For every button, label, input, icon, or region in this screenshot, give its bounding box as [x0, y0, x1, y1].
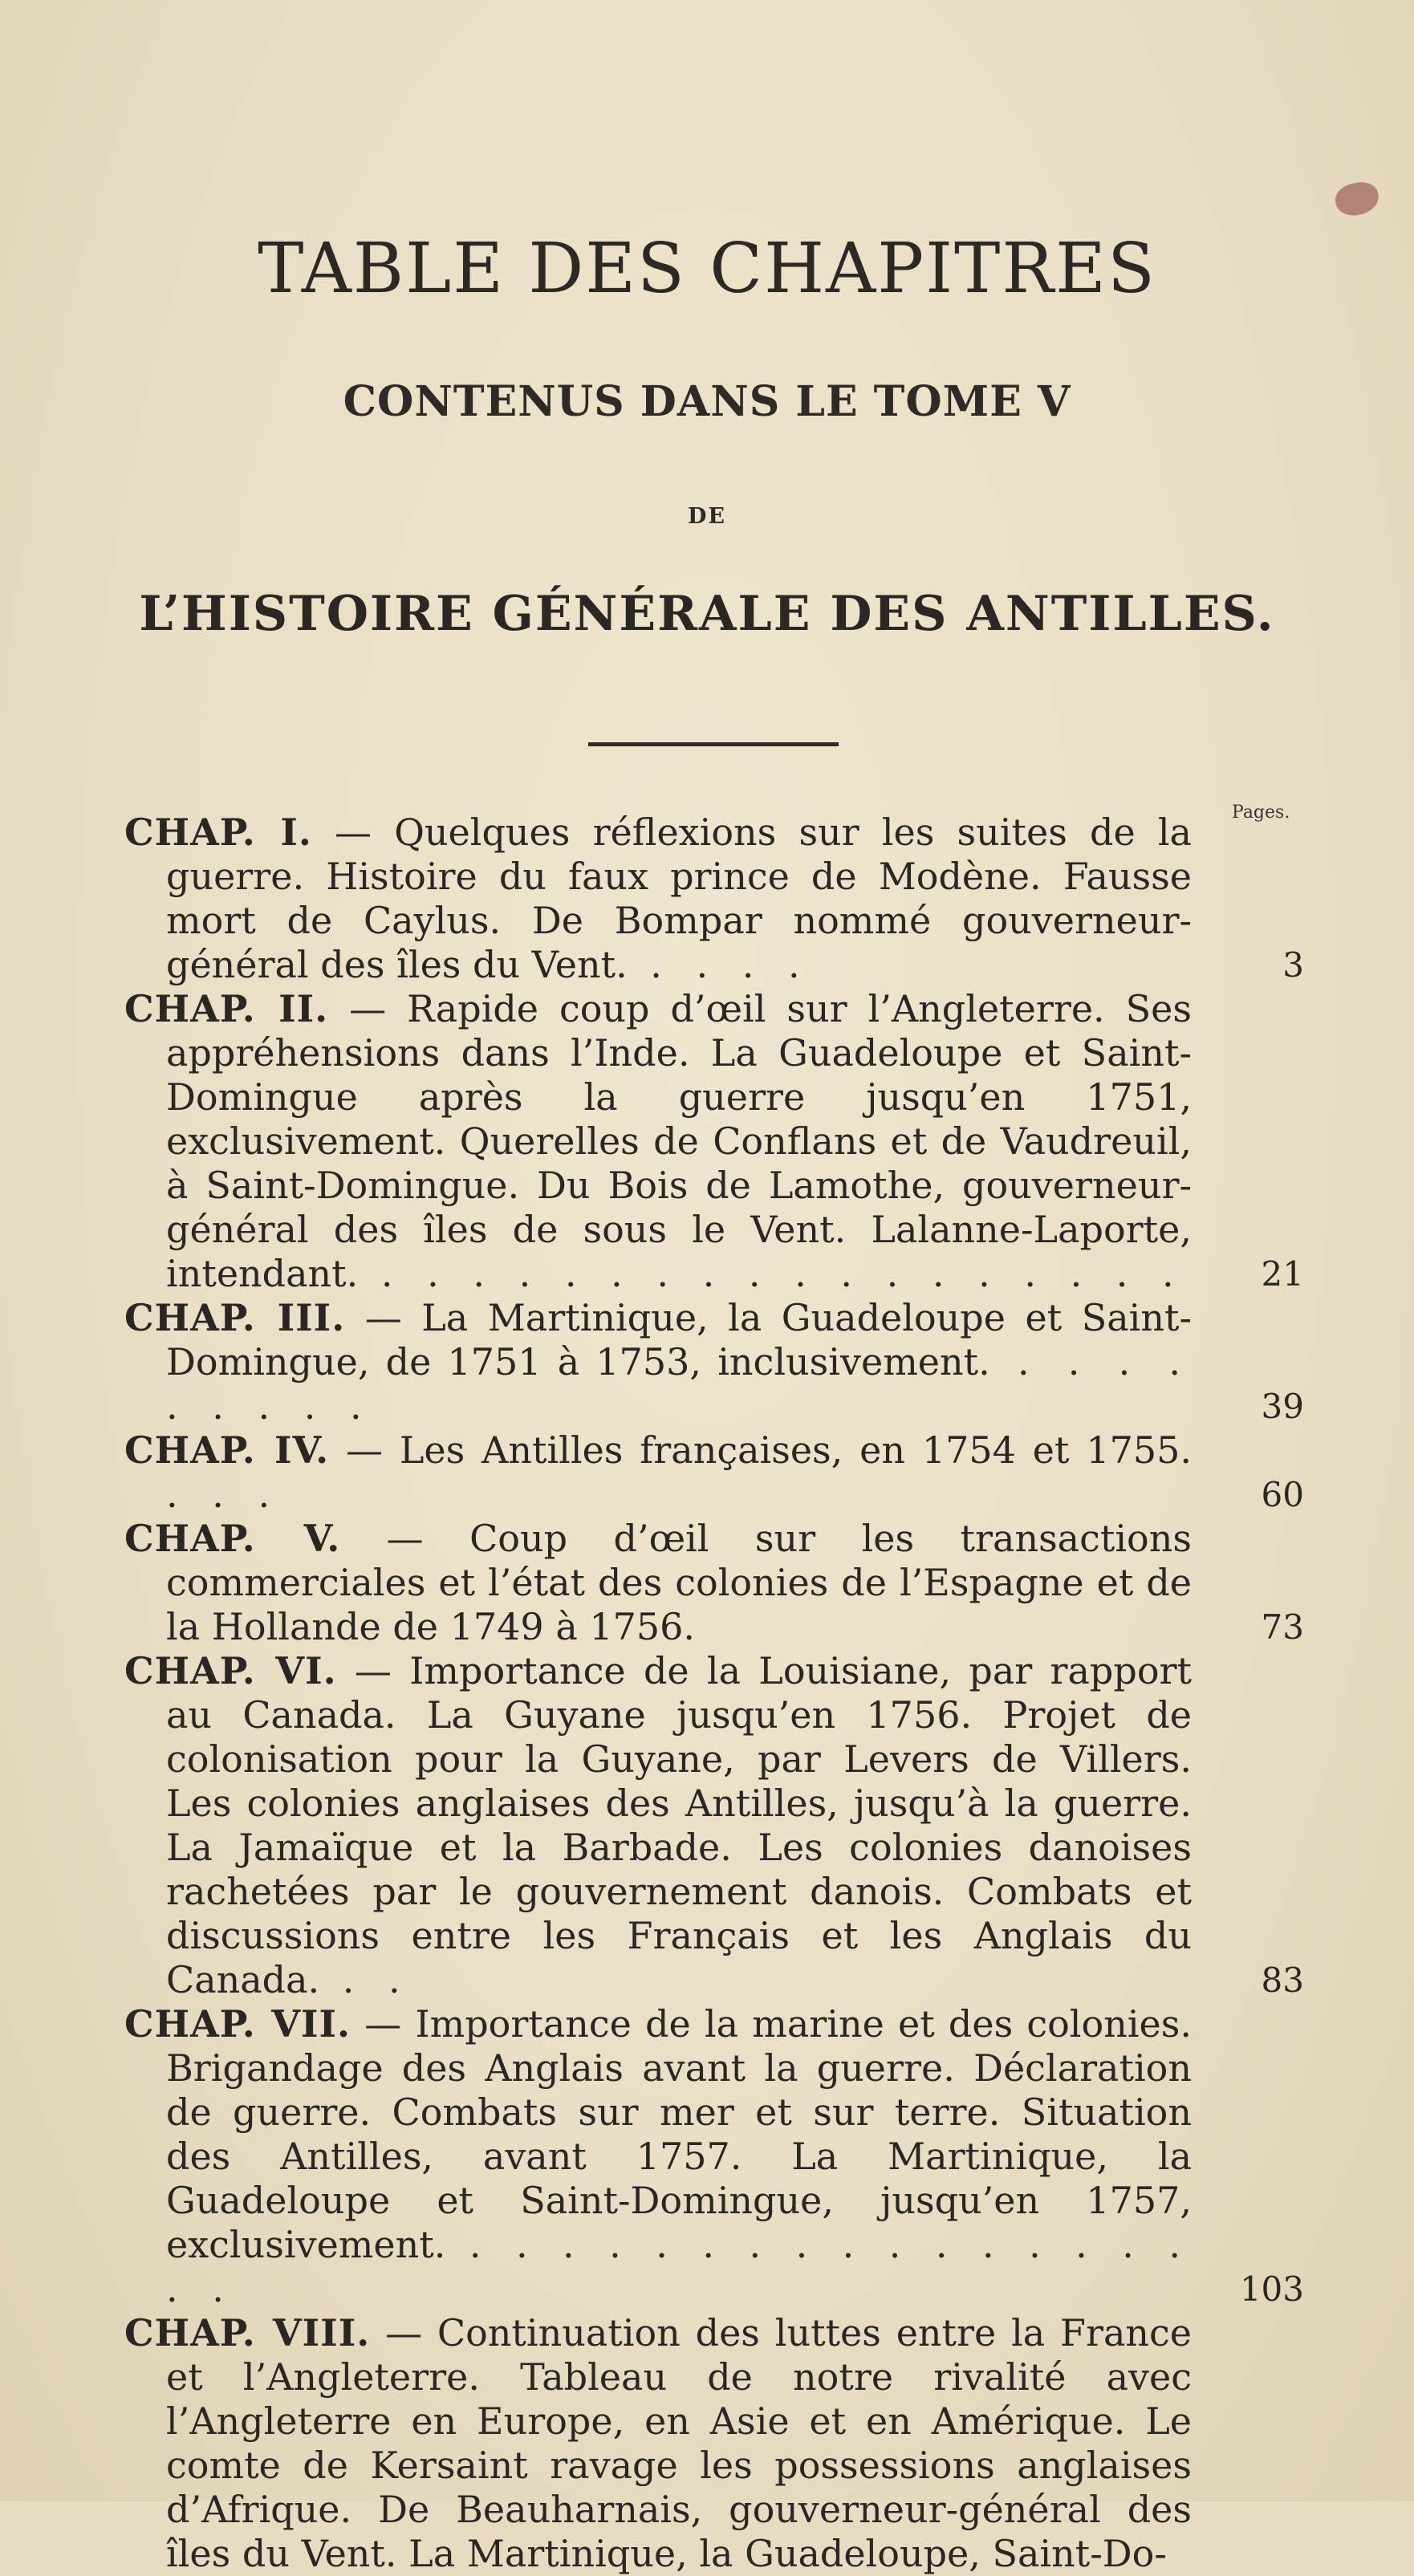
- page-number: 39: [1261, 1387, 1304, 1426]
- chapter-number: CHAP. VIII.: [124, 2311, 371, 2355]
- chapter-summary: — La Martinique, la Guadeloupe et Saint-Domingue, de 1751 à 1753, inclusivement.: [166, 1296, 1192, 1383]
- chapter-summary: — Rapide coup d’œil sur l’Angleterre. Ses appréhensions dans l’Inde. La Guadeloupe et Saint-Domingue après la guerre jusqu’en 1751, exclusivement. Querelles de Conflans et de Vaudreuil, à Saint-Domingue. Du Bois de Lamothe, gouverneur-général des îles de sous le Vent. Lalanne-Laporte, intendant.: [166, 987, 1192, 1295]
- page-number: 83: [1261, 1960, 1304, 2000]
- chapter-number: CHAP. I.: [124, 811, 312, 854]
- page-number: 103: [1239, 2269, 1304, 2309]
- chapter-summary: — Importance de la Louisiane, par rapport au Canada. La Guyane jusqu’en 1756. Projet de colonisation pour la Guyane, par Levers de Villers. Les colonies anglaises des Antilles, jusqu’à la guerre. La Jamaïque et la Barbade. Les colonies danoises rachetées par le gouvernement danois. Combats et discussions entre les Français et les Anglais du Canada.: [166, 1649, 1192, 2001]
- chapter-summary: — Coup d’œil sur les transactions commerciales et l’état des colonies de l’Espagne et de la Hollande de 1749 à 1756.: [166, 1517, 1192, 1648]
- page-number: 60: [1261, 1475, 1304, 1514]
- toc-entry: [124, 2311, 1304, 2576]
- work-title: L’HISTOIRE GÉNÉRALE DES ANTILLES.: [139, 586, 1275, 642]
- toc-entry: [124, 987, 1304, 1296]
- page-number: 73: [1261, 1607, 1304, 1647]
- toc-entry: [124, 1649, 1304, 2002]
- page-subtitle: CONTENUS DANS LE TOME V: [343, 377, 1071, 426]
- toc-entry: [124, 811, 1304, 987]
- dot-leader: . . . . . . . . . . . . . . . . . .: [166, 2223, 1192, 2310]
- toc-entry: [124, 1296, 1304, 1428]
- dot-leader: . . . .: [627, 943, 811, 986]
- chapter-summary: — Continuation des luttes entre la France et l’Angleterre. Tableau de notre rivalité avec l’Angleterre en Europe, en Asie et en Amérique. Le comte de Kersaint ravage les possessions anglaises d’Afrique. De Beauharnais, gouverneur-général des îles du Vent. La Martinique, la Guadeloupe, Saint-Do-: [166, 2311, 1192, 2575]
- title-connector: DE: [688, 504, 726, 529]
- dot-leader: . . . . . . . . .: [166, 1340, 1192, 1428]
- page-number: 21: [1261, 1254, 1304, 1294]
- table-of-contents: [124, 811, 1304, 2576]
- page-number: 3: [1282, 945, 1304, 985]
- toc-entry: [124, 2002, 1304, 2311]
- chapter-summary: — Quelques réflexions sur les suites de la guerre. Histoire du faux prince de Modène. Fausse mort de Caylus. De Bompar nommé gouverneur-général des îles du Vent.: [166, 811, 1192, 986]
- dot-leader: . . .: [166, 1473, 282, 1516]
- chapter-number: CHAP. VII.: [124, 2002, 351, 2046]
- chapter-number: CHAP. V.: [124, 1517, 341, 1560]
- chapter-summary: — Importance de la marine et des colonies. Brigandage des Anglais avant la guerre. Déclaration de guerre. Combats sur mer et sur terre. Situation des Antilles, avant 1757. La Martinique, la Guadeloupe et Saint-Domingue, jusqu’en 1757, exclusivement.: [166, 2002, 1193, 2266]
- chapter-number: CHAP. IV.: [124, 1428, 330, 1472]
- chapter-number: CHAP. II.: [124, 987, 329, 1030]
- dot-leader: . . . . . . . . . . . . . . . . . .: [358, 1252, 1185, 1295]
- dot-leader: . .: [319, 1958, 412, 2001]
- chapter-summary: — Les Antilles françaises, en 1754 et 1755.: [329, 1428, 1193, 1472]
- title-rule: [588, 742, 839, 746]
- toc-entry: [124, 1428, 1304, 1517]
- page-title: TABLE DES CHAPITRES: [258, 229, 1156, 309]
- chapter-number: CHAP. VI.: [124, 1649, 337, 1692]
- pages-column-label: Pages.: [1232, 802, 1290, 823]
- toc-entry: [124, 1517, 1304, 1649]
- page-stain: [1333, 180, 1381, 219]
- chapter-number: CHAP. III.: [124, 1296, 346, 1339]
